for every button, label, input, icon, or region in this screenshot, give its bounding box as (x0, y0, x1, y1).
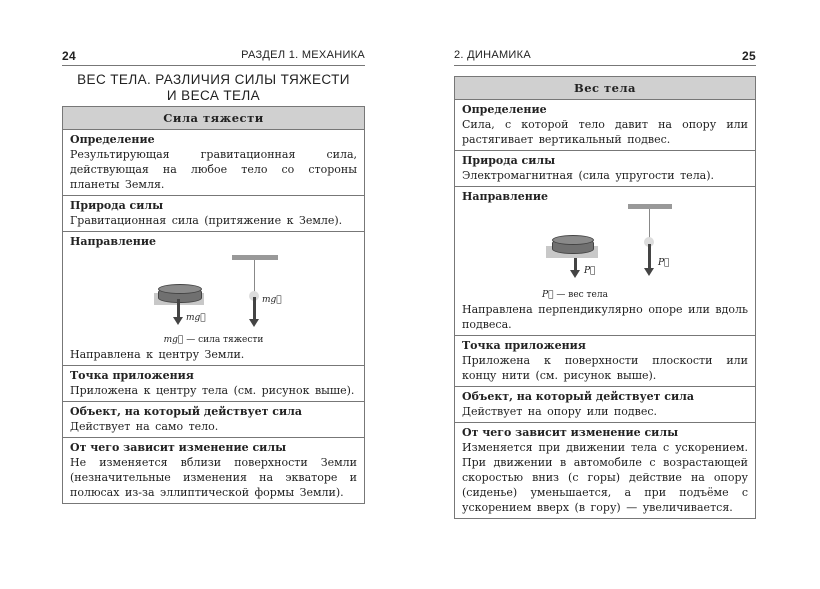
row-title: Определение (462, 103, 547, 116)
puck-top (552, 235, 594, 245)
running-head (62, 49, 365, 66)
row-text: Направлена к центру Земли. (70, 348, 245, 361)
row-title: Объект, на который действует сила (462, 390, 694, 403)
row-object (63, 402, 364, 438)
row-text: Результирующая гравитационная сила, действующая на любое тело со стороны планеты Земля. (70, 148, 357, 191)
row-title: От чего зависит изменение силы (462, 426, 679, 439)
row-application-point (63, 366, 364, 402)
row-text: Действует на само тело. (70, 420, 219, 433)
row-text: Направлена перпендикулярно опоре или вдоль подвеса. (462, 303, 748, 331)
page-number: 24 (62, 49, 76, 63)
arrow-head-icon (249, 319, 259, 327)
caption-symbol: mg⃗ (163, 335, 184, 345)
thread (649, 209, 650, 239)
row-title: Определение (70, 133, 155, 146)
row-dependency (63, 438, 364, 503)
arrow-head-icon (173, 317, 183, 325)
page-number: 25 (742, 49, 756, 63)
arrow-down-icon (177, 299, 180, 319)
row-title: От чего зависит изменение силы (70, 441, 287, 454)
arrow-head-icon (644, 268, 654, 276)
row-title: Объект, на который действует сила (70, 405, 302, 418)
row-text: Гравитационная сила (притяжение к Земле). (70, 214, 343, 227)
row-title: Природа силы (462, 154, 556, 167)
running-title: РАЗДЕЛ 1. МЕХАНИКА (241, 49, 365, 61)
row-text: Сила, с которой тело давит на опору или растягивает вертикальный подвес. (462, 118, 748, 146)
row-title: Природа силы (70, 199, 164, 212)
vector-label: P⃗ (584, 266, 596, 276)
caption-text: — сила тяжести (186, 335, 264, 345)
row-application-point (455, 336, 755, 387)
card-header: Вес тела (455, 77, 755, 100)
row-definition (63, 130, 364, 196)
row-title: Направление (462, 190, 548, 203)
row-direction (63, 232, 364, 366)
thread (254, 260, 255, 292)
row-object (455, 387, 755, 423)
row-title: Точка приложения (70, 369, 194, 382)
gravity-force-card (62, 106, 365, 504)
section-title-line1: ВЕС ТЕЛА. РАЗЛИЧИЯ СИЛЫ ТЯЖЕСТИ (77, 72, 350, 87)
caption-symbol: P⃗ (542, 290, 554, 300)
figure-caption (70, 335, 357, 345)
figure-caption (402, 290, 748, 300)
gravity-diagram (70, 249, 357, 347)
row-dependency (455, 423, 755, 518)
row-text: Приложена к поверхности плоскости или концу нити (см. рисунок выше). (462, 354, 748, 382)
row-nature (455, 151, 755, 187)
vector-label: mg⃗ (186, 313, 206, 323)
weight-diagram (462, 204, 748, 302)
ceiling-bar (628, 204, 672, 209)
section-title (62, 72, 365, 104)
vector-label: P⃗ (658, 258, 670, 268)
card-header: Сила тяжести (63, 107, 364, 130)
arrow-down-icon (253, 297, 256, 321)
row-text: Изменяется при движении тела с ускорением. При движении в автомобиле с возрастающей скоростью вниз (с горы) действие на опору (сиденье) уменьшается, а при подъёме с ускорением вверх (в гору) — увеличивается. (462, 441, 748, 514)
row-direction (455, 187, 755, 336)
puck-top (158, 284, 202, 294)
row-text: Действует на опору или подвес. (462, 405, 657, 418)
running-head (454, 49, 756, 66)
row-nature (63, 196, 364, 232)
ceiling-bar (232, 255, 278, 260)
body-weight-card (454, 76, 756, 519)
arrow-head-icon (570, 270, 580, 278)
running-title: 2. ДИНАМИКА (454, 49, 531, 61)
row-text: Не изменяется вблизи поверхности Земли (незначительные изменения на экваторе и полюсах из-за эллиптической формы Земли). (70, 456, 357, 499)
row-title: Направление (70, 235, 156, 248)
arrow-down-icon (648, 244, 651, 270)
row-text: Приложена к центру тела (см. рисунок выше). (70, 384, 355, 397)
row-text: Электромагнитная (сила упругости тела). (462, 169, 715, 182)
row-definition (455, 100, 755, 151)
vector-label: mg⃗ (262, 295, 282, 305)
section-title-line2: И ВЕСА ТЕЛА (166, 88, 261, 103)
caption-text: — вес тела (556, 290, 608, 300)
right-page (410, 0, 820, 589)
row-title: Точка приложения (462, 339, 586, 352)
